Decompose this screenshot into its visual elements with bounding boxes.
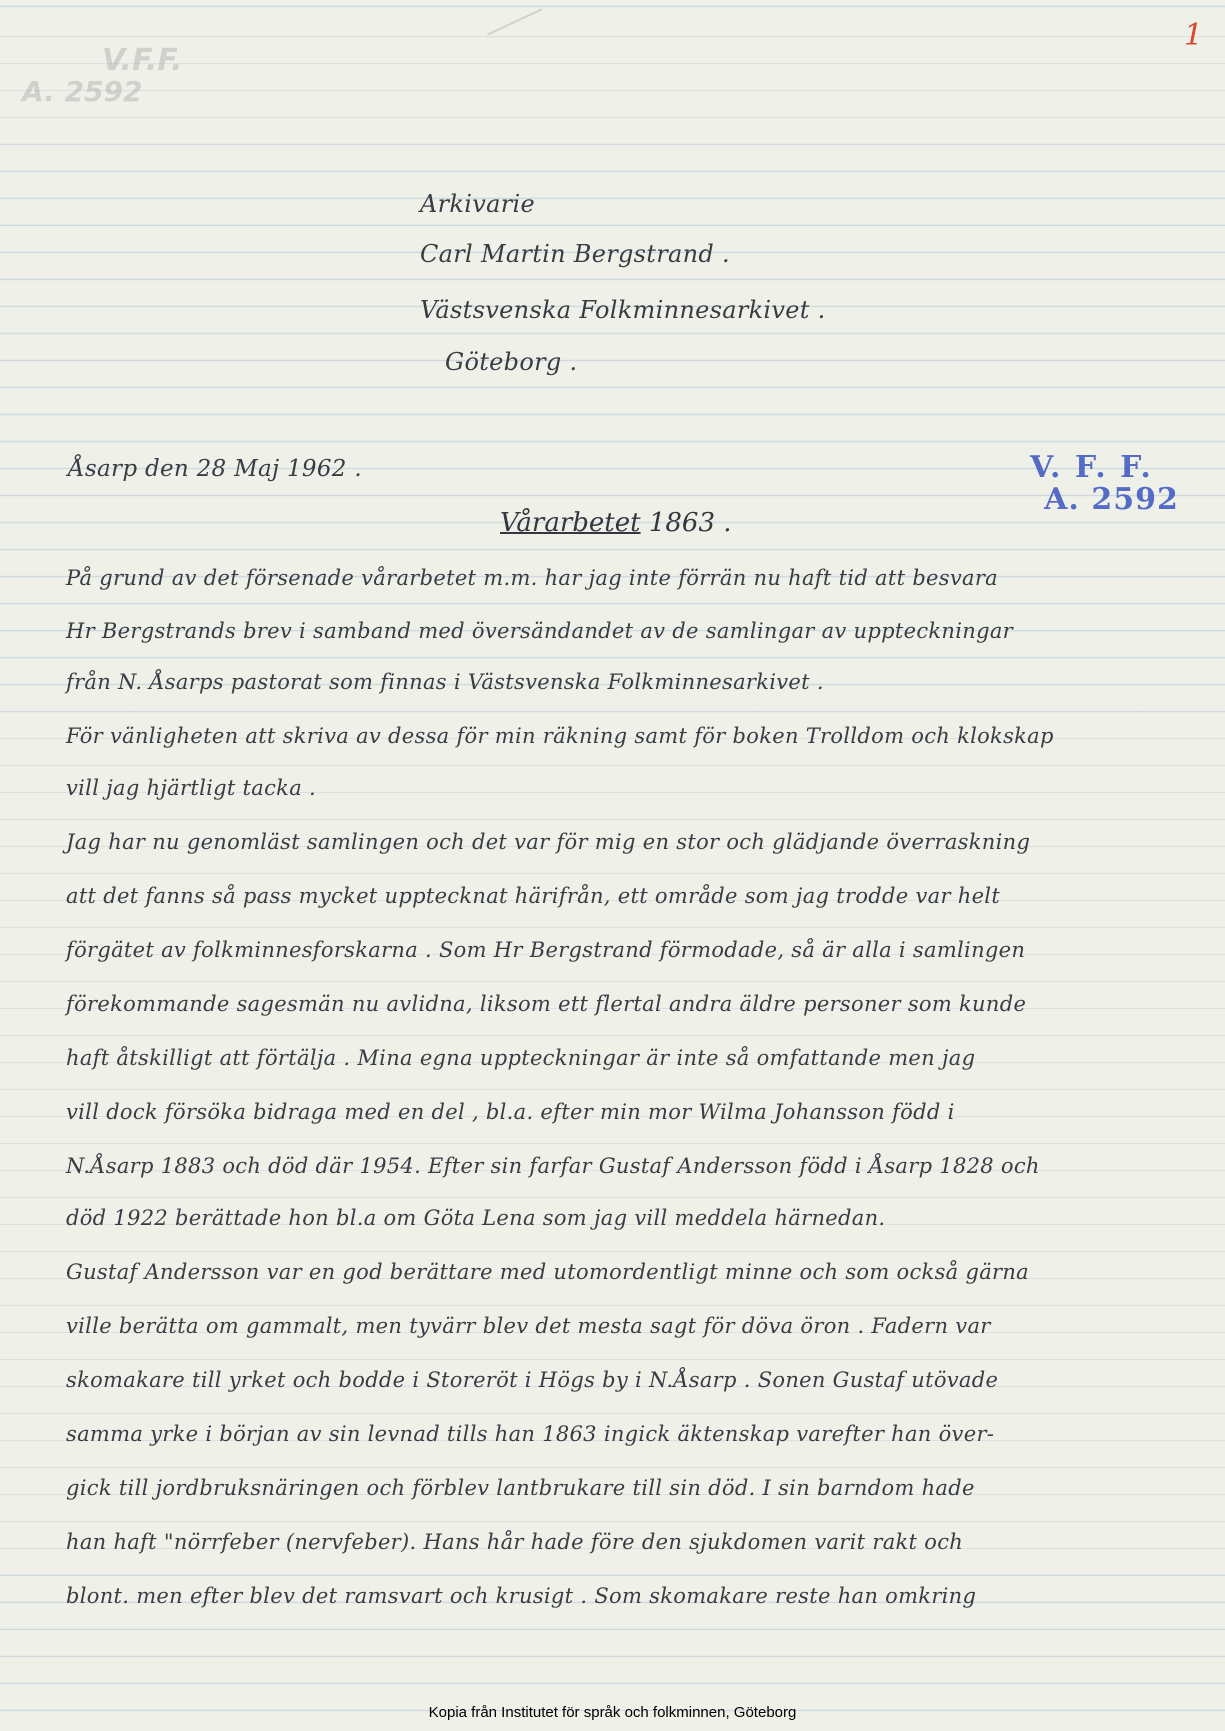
body-line: N.Åsarp 1883 och död där 1954. Efter sin farfar Gustaf Andersson född i Åsarp 1828 och [66,1154,1040,1178]
date-line: Åsarp den 28 Maj 1962 . [68,456,362,482]
faded-corner-stamp [22,44,182,108]
body-line: På grund av det försenade vårarbetet m.m. har jag inte förrän nu haft tid att besvara [66,566,999,590]
body-line: död 1922 berättade hon bl.a om Göta Lena som jag vill meddela härnedan. [66,1206,886,1230]
letter-title [500,508,732,538]
archive-stamp [1030,452,1179,515]
body-line: För vänligheten att skriva av dessa för min räkning samt för boken Trolldom och klokskap [66,724,1054,748]
body-line: Gustaf Andersson var en god berättare med utomordentligt minne och som också gärna [66,1260,1030,1284]
body-line: från N. Åsarps pastorat som finnas i Västsvenska Folkminnesarkivet . [66,670,824,694]
body-line: Hr Bergstrands brev i samband med översändandet av de samlingar av uppteckningar [66,619,1013,643]
copy-notice-footer: Kopia från Institutet för språk och folkminnen, Göteborg [428,1704,797,1721]
body-line: att det fanns så pass mycket upptecknat härifrån, ett område som jag trodde var helt [66,884,1001,908]
title-word: Vårarbetet [500,508,641,538]
corner-stamp-line2: A. 2592 [22,75,143,108]
title-suffix: . [715,508,732,538]
archive-stamp-line2: A. 2592 [1044,481,1179,517]
body-line: Jag har nu genomläst samlingen och det var för mig en stor och glädjande överraskning [66,830,1031,854]
body-line: förekommande sagesmän nu avlidna, liksom ett flertal andra äldre personer som kunde [66,992,1027,1016]
address-line: Göteborg . [445,348,578,376]
body-line: haft åtskilligt att förtälja . Mina egna uppteckningar är inte så omfattande men jag [66,1046,976,1070]
body-line: han haft "nörrfeber (nervfeber). Hans hår hade före den sjukdomen varit rakt och [66,1530,964,1554]
body-line: ville berätta om gammalt, men tyvärr blev det mesta sagt för döva öron . Fadern var [66,1314,991,1338]
body-line: samma yrke i början av sin levnad tills han 1863 ingick äktenskap varefter han över- [66,1422,995,1446]
body-line: förgätet av folkminnesforskarna . Som Hr Bergstrand förmodade, så är alla i samlingen [66,938,1026,962]
body-line: vill jag hjärtligt tacka . [66,776,316,800]
title-year: 1863 [640,508,715,538]
corner-stamp-line1: V.F.F. [102,43,183,78]
body-line: gick till jordbruksnäringen och förblev lantbrukare till sin död. I sin barndom hade [66,1476,975,1500]
body-line: skomakare till yrket och bodde i Storeröt i Högs by i N.Åsarp . Sonen Gustaf utövade [66,1368,999,1392]
page-number: 1 [1183,18,1203,53]
address-line: Arkivarie [420,190,535,218]
archive-stamp-line1: V. F. F. [1030,450,1153,485]
address-line: Carl Martin Bergstrand . [420,240,730,268]
body-line: blont. men efter blev det ramsvart och krusigt . Som skomakare reste han omkring [66,1584,977,1608]
faint-mark [478,0,543,36]
body-line: vill dock försöka bidraga med en del , bl.a. efter min mor Wilma Johansson född i [66,1100,955,1124]
address-line: Västsvenska Folkminnesarkivet . [420,296,826,324]
